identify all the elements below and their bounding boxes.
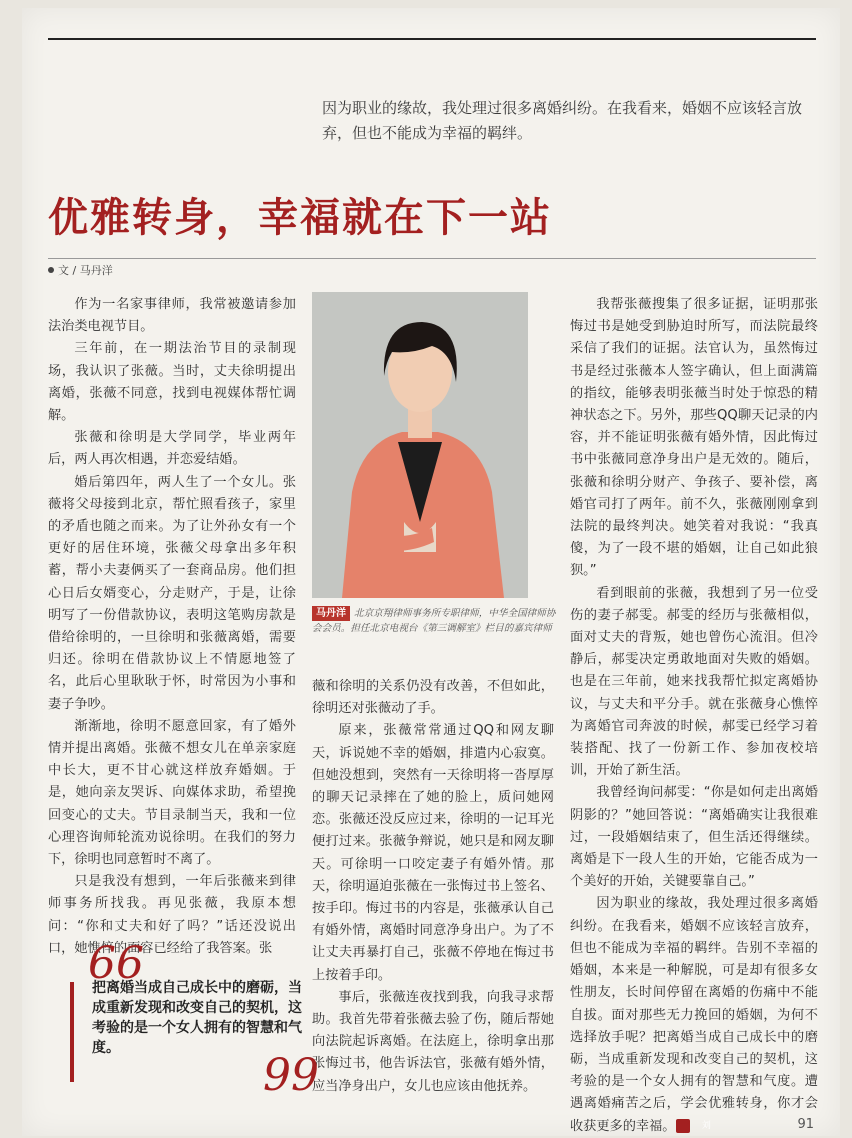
bullet-icon xyxy=(48,267,54,273)
paragraph xyxy=(570,893,818,1137)
paragraph: 渐渐地，徐明不愿意回家，有了婚外情并提出离婚。张薇不想女儿在单亲家庭中长大，更不甘心就这样放弃婚姻。于是，她向亲友哭诉、向媒体求助，希望挽回变心的丈夫。节目录制当天，我和一位心理咨询师轮流劝说徐明。在我们的努力下，徐明也同意暂时不离了。 xyxy=(48,718,296,868)
paragraph: 我帮张薇搜集了很多证据，证明那张悔过书是她受到胁迫时所写，而法院最终采信了我们的证据。法官认为，虽然悔过书是经过张薇本人签字确认，但上面满篇的指纹，能够表明张薇当时处于惊恐的精神状态之下。另外，那些QQ聊天记录的内容，并不能证明张薇有婚外情，因此悔过书中张薇同意净身出户是无效的。随后，张薇和徐明分财产、争孩子、要补偿，离婚官司打了两年。前不久，张薇刚刚拿到法院的最终判决。她笑着对我说：“我真傻，为了一段不堪的婚姻，让自己如此狼狈。” xyxy=(570,297,818,579)
photo-caption xyxy=(312,606,558,636)
article-title: 优雅转身，幸福就在下一站 xyxy=(48,195,552,241)
quote-text: 把离婚当成自己成长中的磨砺，当成重新发现和改变自己的契机，这考验的是一个女人拥有的智慧和气度。 xyxy=(92,980,302,1056)
paragraph-text: 因为职业的缘故，我处理过很多离婚纠纷。在我看来，婚姻不应该轻言放弃，但也不能成为幸福的羁绊。告别不幸福的婚姻，本来是一种解脱，可是却有很多女性朋友，长时间停留在离婚的伤痛中不能自拔。面对那些无力挽回的婚姻，为何不选择放手呢？把离婚当成自己成长中的磨砺，当成重新发现和改变自己的契机，这考验的是一个女人拥有的智慧和气度。遭遇离婚痛苦之后，学会优雅转身，你才会收获更多的幸福。 xyxy=(570,896,818,1134)
quote-close-mark: 99 xyxy=(263,1050,319,1101)
end-mark-icon: 刘 xyxy=(676,1119,690,1133)
top-rule xyxy=(48,38,816,40)
column-3 xyxy=(570,294,818,1138)
pull-quote xyxy=(48,938,319,1101)
byline xyxy=(48,262,113,278)
portrait-illustration xyxy=(312,292,528,598)
paragraph: 张薇和徐明是大学同学，毕业两年后，两人再次相遇，并恋爱结婚。 xyxy=(48,430,296,468)
paragraph: 只是我没有想到，一年后张薇来到律师事务所找我。再见张薇，我原本想问：“你和丈夫和好了吗？”话还没说出口，她憔悴的面容已经给了我答案。张 xyxy=(48,874,296,956)
page-number: 91 xyxy=(797,1117,814,1132)
paragraph: 婚后第四年，两人生了一个女儿。张薇将父母接到北京，帮忙照看孩子，家里的矛盾也随之而来。为了让外孙女有一个更好的居住环境，张薇父母拿出多年积蓄，帮小夫妻俩买了一套商品房。他们担心日后女婿变心，分走财产，于是，让徐明写了一份借款协议，表明这笔购房款是借给徐明的，一旦徐明和张薇离婚，需要归还。徐明在借款协议上不情愿地签了名，此后心里耿耿于怀，时常因为小事和妻子争吵。 xyxy=(48,474,296,712)
paragraph: 我曾经询问郝雯：“你是如何走出离婚阴影的？”她回答说：“离婚确实让我很难过，一段婚姻结束了，但生活还得继续。离婚是下一段人生的开始，它能否成为一个美好的开始，关键要靠自己。” xyxy=(570,785,818,890)
paragraph: 事后，张薇连夜找到我，向我寻求帮助。我首先带着张薇去验了伤，随后帮她向法院起诉离婚。在法庭上，徐明拿出那张悔过书，他告诉法官，张薇有婚外情，应当净身出户，女儿也应该由他抚养。 xyxy=(312,989,554,1094)
lead-text: 因为职业的缘故，我处理过很多离婚纠纷。在我看来，婚姻不应该轻言放弃，但也不能成为幸福的羁绊。 xyxy=(322,99,803,142)
author-photo xyxy=(312,292,528,598)
paragraph: 原来，张薇常常通过QQ和网友聊天，诉说她不幸的婚姻，排遣内心寂寞。但她没想到，突然有一天徐明将一沓厚厚的聊天记录摔在了她的脸上，质问她网恋。张薇还没反应过来，徐明的一记耳光便打过来。张薇争辩说，她只是和网友聊天。可徐明一口咬定妻子有婚外情。那天，徐明逼迫张薇在一张悔过书上签名、按手印。悔过书的内容是，张薇承认自己有婚外情，离婚时同意净身出户。为了不让丈夫再暴打自己，张薇不停地在悔过书上按着手印。 xyxy=(312,723,554,983)
caption-name-tag: 马丹洋 xyxy=(312,606,350,621)
title-rule xyxy=(48,258,816,259)
paragraph: 看到眼前的张薇，我想到了另一位受伤的妻子郝雯。郝雯的经历与张薇相似，面对丈夫的背叛，她也曾伤心流泪。但冷静后，郝雯决定勇敢地面对失败的婚姻。也是在三年前，她来找我帮忙拟定离婚协议，与丈夫和平分手。就在张薇身心憔悴为离婚官司奔波的时候，郝雯已经学习着装搭配、找了一份新工作、参加夜校培训，开始了新生活。 xyxy=(570,585,818,779)
quote-bar xyxy=(70,982,74,1082)
paragraph: 三年前，在一期法治节目的录制现场，我认识了张薇。当时，丈夫徐明提出离婚，张薇不同意，找到电视媒体帮忙调解。 xyxy=(48,341,296,424)
paragraph: 作为一名家事律师，我常被邀请参加法治类电视节目。 xyxy=(48,297,296,335)
quote-open-mark: 66 xyxy=(88,938,144,989)
byline-text: 文 / 马丹洋 xyxy=(58,264,113,277)
column-2 xyxy=(312,676,554,1098)
column-1 xyxy=(48,294,296,960)
magazine-page xyxy=(22,8,840,1136)
paragraph: 薇和徐明的关系仍没有改善，不但如此，徐明还对张薇动了手。 xyxy=(312,679,554,717)
caption-text: 北京京翔律师事务所专职律师，中华全国律师协会会员。担任北京电视台《第三调解室》栏目的嘉宾律师 xyxy=(312,608,556,634)
